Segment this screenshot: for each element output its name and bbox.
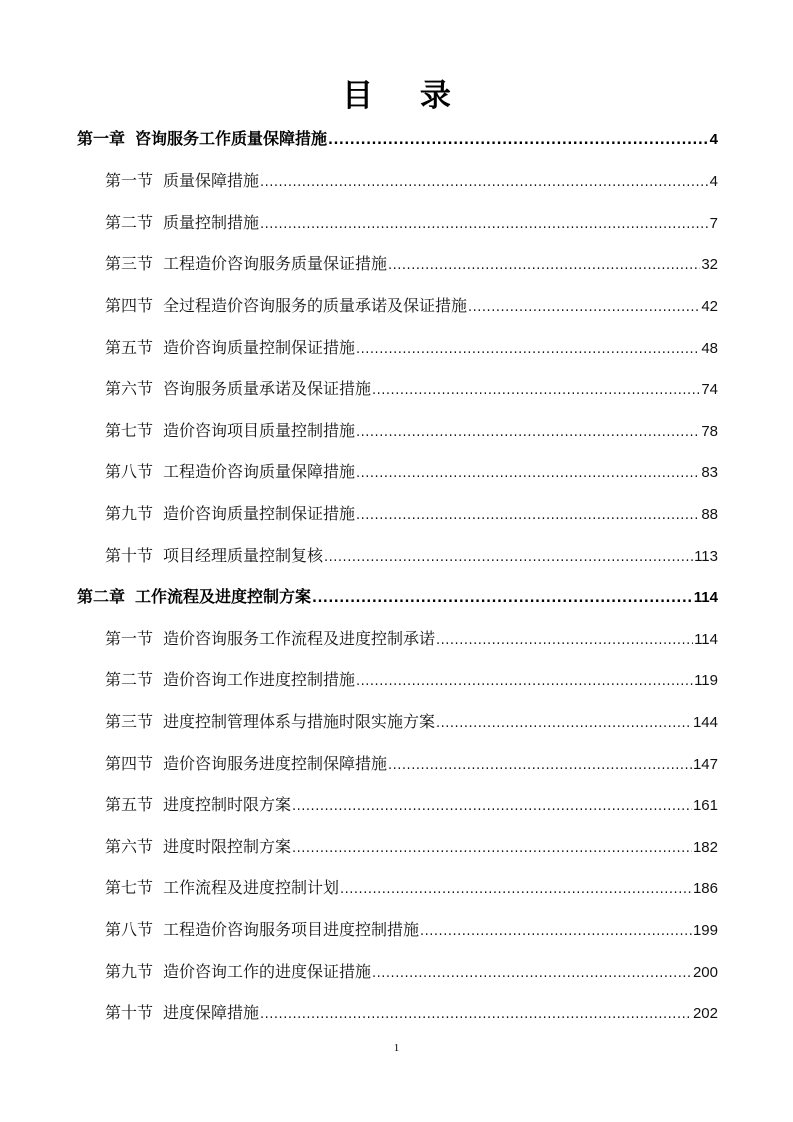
toc-entry-page: 4	[709, 173, 718, 190]
toc-entry-page: 113	[694, 548, 718, 565]
toc-entry-section[interactable]	[105, 790, 718, 820]
dot-leader	[468, 293, 700, 321]
toc-entry-label: 造价咨询质量控制保证措施	[163, 338, 356, 357]
toc-entry-number: 第四节	[105, 754, 154, 773]
toc-entry-number: 第一章	[77, 129, 126, 148]
toc-entry-section[interactable]	[105, 957, 718, 987]
toc-entry-number: 第九节	[105, 504, 154, 523]
toc-entry-number: 第一节	[105, 171, 154, 190]
dot-leader	[420, 917, 692, 945]
toc-entry-section[interactable]	[105, 624, 718, 654]
toc-entry-number: 第八节	[105, 920, 154, 939]
dot-leader	[356, 459, 700, 487]
toc-entry-label: 质量保障措施	[163, 171, 260, 190]
dot-leader	[292, 834, 692, 862]
toc-entry-page: 78	[701, 423, 718, 440]
toc-entry-page: 74	[701, 381, 718, 398]
toc-entry-label: 进度时限控制方案	[163, 837, 292, 856]
toc-entry-label: 工程造价咨询质量保障措施	[163, 462, 356, 481]
dot-leader	[260, 1000, 692, 1028]
toc-entry-label: 项目经理质量控制复核	[163, 546, 324, 565]
toc-entry-page: 147	[692, 756, 718, 773]
toc-entry-number: 第四节	[105, 296, 154, 315]
toc-entry-page: 42	[701, 298, 718, 315]
toc-entry-label: 造价咨询工作进度控制措施	[163, 670, 356, 689]
toc-entry-page: 161	[692, 797, 718, 814]
toc-entry-label: 进度控制管理体系与措施时限实施方案	[163, 712, 436, 731]
toc-entry-label: 造价咨询质量控制保证措施	[163, 504, 356, 523]
dot-leader	[356, 501, 700, 529]
dot-leader	[388, 251, 700, 279]
toc-entry-section[interactable]	[105, 915, 718, 945]
toc-entry-label: 工作流程及进度控制计划	[163, 878, 340, 897]
toc-entry-page: 7	[709, 215, 718, 232]
toc-entry-section[interactable]	[105, 374, 718, 404]
dot-leader	[312, 584, 693, 612]
toc-entry-label: 咨询服务工作质量保障措施	[135, 129, 328, 148]
toc-entry-label: 工作流程及进度控制方案	[135, 587, 312, 606]
toc-entry-number: 第二节	[105, 670, 154, 689]
toc-entry-section[interactable]	[105, 166, 718, 196]
toc-entry-label: 造价咨询服务进度控制保障措施	[163, 754, 388, 773]
toc-entry-number: 第五节	[105, 795, 154, 814]
toc-entry-label: 进度保障措施	[163, 1003, 260, 1022]
dot-leader	[328, 126, 709, 154]
toc-entry-label: 进度控制时限方案	[163, 795, 292, 814]
toc-entry-section[interactable]	[105, 665, 718, 695]
toc-entry-page: 32	[701, 256, 718, 273]
toc-entry-page: 4	[709, 131, 718, 148]
toc-entry-label: 造价咨询项目质量控制措施	[163, 421, 356, 440]
dot-leader	[260, 168, 709, 196]
toc-entry-label: 咨询服务质量承诺及保证措施	[163, 379, 372, 398]
dot-leader	[356, 418, 700, 446]
dot-leader	[340, 875, 692, 903]
dot-leader	[388, 751, 692, 779]
toc-entry-label: 工程造价咨询服务质量保证措施	[163, 254, 388, 273]
toc-entry-number: 第三节	[105, 712, 154, 731]
toc-entry-section[interactable]	[105, 749, 718, 779]
toc-entry-chapter-1[interactable]	[77, 124, 718, 154]
toc-entry-label: 质量控制措施	[163, 213, 260, 232]
toc-entry-page: 202	[692, 1005, 718, 1022]
toc-entry-label: 全过程造价咨询服务的质量承诺及保证措施	[163, 296, 468, 315]
toc-entry-number: 第七节	[105, 421, 154, 440]
toc-entry-page: 182	[692, 839, 718, 856]
toc-entry-chapter-2[interactable]	[77, 582, 718, 612]
toc-entry-section[interactable]	[105, 499, 718, 529]
toc-entry-label: 工程造价咨询服务项目进度控制措施	[163, 920, 420, 939]
toc-entry-section[interactable]	[105, 416, 718, 446]
toc-entry-section[interactable]	[105, 541, 718, 571]
toc-entry-page: 144	[692, 714, 718, 731]
toc-entry-number: 第六节	[105, 837, 154, 856]
dot-leader	[436, 626, 693, 654]
toc-entry-number: 第二节	[105, 213, 154, 232]
toc-entry-page: 114	[694, 631, 718, 648]
toc-entry-page: 200	[692, 964, 718, 981]
toc-entry-section[interactable]	[105, 457, 718, 487]
toc-entry-number: 第十节	[105, 1003, 154, 1022]
toc-entry-label: 造价咨询服务工作流程及进度控制承诺	[163, 629, 436, 648]
toc-entry-number: 第一节	[105, 629, 154, 648]
toc-entry-number: 第三节	[105, 254, 154, 273]
toc-entry-section[interactable]	[105, 291, 718, 321]
toc-entry-number: 第五节	[105, 338, 154, 357]
dot-leader	[356, 667, 693, 695]
toc-entry-section[interactable]	[105, 707, 718, 737]
toc-entry-number: 第二章	[77, 587, 126, 606]
dot-leader	[356, 335, 700, 363]
toc-entry-number: 第六节	[105, 379, 154, 398]
toc-entry-page: 83	[701, 464, 718, 481]
toc-entry-section[interactable]	[105, 208, 718, 238]
toc-entry-number: 第九节	[105, 962, 154, 981]
toc-entry-number: 第七节	[105, 878, 154, 897]
toc-entry-section[interactable]	[105, 832, 718, 862]
toc-entry-page: 114	[693, 589, 718, 606]
dot-leader	[372, 959, 692, 987]
toc-entry-number: 第八节	[105, 462, 154, 481]
toc-entry-section[interactable]	[105, 249, 718, 279]
toc-entry-page: 119	[694, 672, 718, 689]
toc-entry-page: 186	[692, 880, 718, 897]
toc-title: 目 录	[342, 78, 469, 114]
toc-entry-label: 造价咨询工作的进度保证措施	[163, 962, 372, 981]
toc-entry-page: 48	[701, 340, 718, 357]
dot-leader	[324, 543, 693, 571]
toc-entry-number: 第十节	[105, 546, 154, 565]
toc-entry-page: 88	[701, 506, 718, 523]
page-number: 1	[393, 1042, 400, 1054]
dot-leader	[292, 792, 692, 820]
toc-entry-section[interactable]	[105, 333, 718, 363]
toc-entry-section[interactable]	[105, 873, 718, 903]
dot-leader	[372, 376, 700, 404]
dot-leader	[260, 210, 709, 238]
dot-leader	[436, 709, 692, 737]
toc-entry-section[interactable]	[105, 998, 718, 1028]
toc-entry-page: 199	[692, 922, 718, 939]
